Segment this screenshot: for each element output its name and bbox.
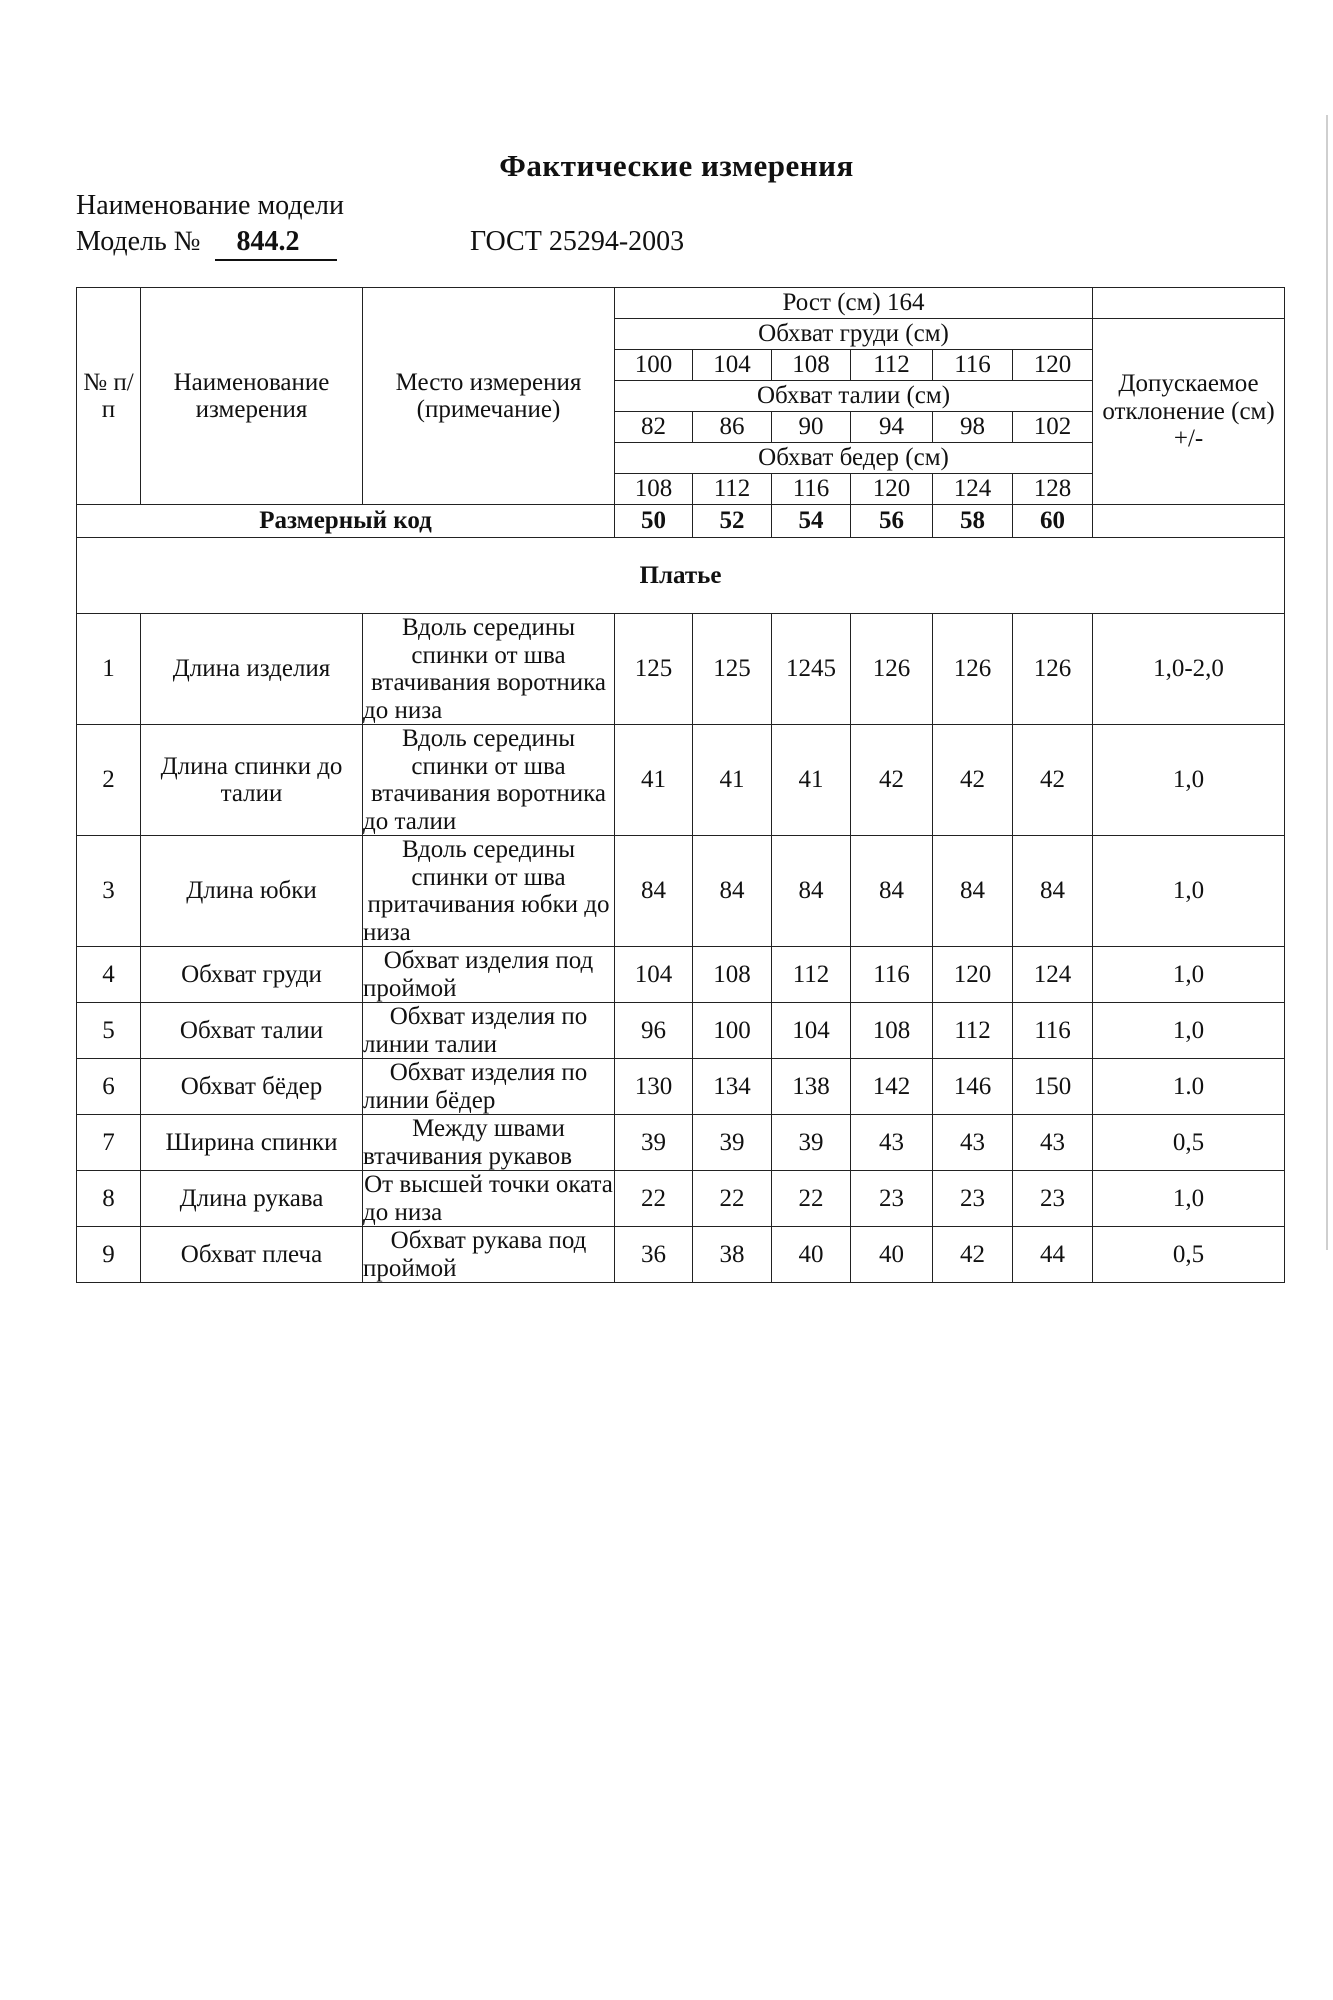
measurement-name: Длина рукава xyxy=(141,1171,363,1227)
tolerance-value: 1.0 xyxy=(1093,1059,1285,1115)
measurement-place: От высшей точки оката до низа xyxy=(363,1171,613,1226)
row-number: 4 xyxy=(77,947,141,1003)
measurement-value: 130 xyxy=(615,1059,693,1115)
measurement-value: 22 xyxy=(615,1171,693,1227)
tolerance-value: 0,5 xyxy=(1093,1115,1285,1171)
measurement-value: 41 xyxy=(772,725,851,836)
measurement-value: 42 xyxy=(1013,725,1093,836)
measurement-value: 124 xyxy=(1013,947,1093,1003)
measurement-value: 43 xyxy=(933,1115,1013,1171)
measurement-value: 42 xyxy=(933,725,1013,836)
col-no-header: № п/п xyxy=(77,288,141,505)
col-place-header: Место измерения (примечание) xyxy=(363,288,615,505)
measurement-name: Длина юбки xyxy=(141,836,363,947)
measurement-value: 22 xyxy=(772,1171,851,1227)
chest-label: Обхват груди (см) xyxy=(615,319,1093,350)
size-code: 50 xyxy=(615,505,693,538)
measurement-value: 126 xyxy=(851,614,933,725)
measurement-value: 43 xyxy=(1013,1115,1093,1171)
measurement-value: 22 xyxy=(693,1171,772,1227)
size-code: 52 xyxy=(693,505,772,538)
measurement-value: 116 xyxy=(1013,1003,1093,1059)
measurement-place: Обхват изделия по линии бёдер xyxy=(363,1059,615,1115)
row-number: 6 xyxy=(77,1059,141,1115)
gost-standard: ГОСТ 25294-2003 xyxy=(470,226,685,257)
measurement-value: 42 xyxy=(933,1227,1013,1283)
measurement-place: Обхват изделия под проймой xyxy=(363,947,615,1003)
tolerance-value: 1,0-2,0 xyxy=(1093,614,1285,725)
row-number: 7 xyxy=(77,1115,141,1171)
measurement-value: 23 xyxy=(933,1171,1013,1227)
measurement-value: 100 xyxy=(693,1003,772,1059)
measurement-value: 39 xyxy=(772,1115,851,1171)
row-number: 5 xyxy=(77,1003,141,1059)
table-row xyxy=(77,1115,1285,1171)
section-row xyxy=(77,538,1285,614)
row-number: 8 xyxy=(77,1171,141,1227)
measurement-name: Обхват плеча xyxy=(141,1227,363,1283)
height-label: Рост (см) 164 xyxy=(615,288,1093,319)
size-code: 54 xyxy=(772,505,851,538)
measurement-value: 84 xyxy=(1013,836,1093,947)
table-row xyxy=(77,1171,1285,1227)
section-title: Платье xyxy=(77,538,1285,614)
measurement-value: 41 xyxy=(615,725,693,836)
hips-value: 128 xyxy=(1013,474,1093,505)
row-number: 9 xyxy=(77,1227,141,1283)
size-code-row xyxy=(77,505,1285,538)
measurement-value: 96 xyxy=(615,1003,693,1059)
row-number: 2 xyxy=(77,725,141,836)
table-row xyxy=(77,1003,1285,1059)
waist-value: 102 xyxy=(1013,412,1093,443)
chest-value: 116 xyxy=(933,350,1013,381)
measurement-place: Вдоль середины спинки от шва втачивания воротника до низа xyxy=(363,614,615,725)
row-number: 1 xyxy=(77,614,141,725)
waist-value: 94 xyxy=(851,412,933,443)
chest-value: 100 xyxy=(615,350,693,381)
waist-value: 98 xyxy=(933,412,1013,443)
tolerance-value: 0,5 xyxy=(1093,1227,1285,1283)
measurement-name: Обхват бёдер xyxy=(141,1059,363,1115)
measurement-value: 84 xyxy=(933,836,1013,947)
measurement-place: Обхват рукава под проймой xyxy=(363,1227,615,1283)
measurement-place: Вдоль середины спинки от шва втачивания воротника до талии xyxy=(363,725,615,836)
chest-value: 112 xyxy=(851,350,933,381)
measurement-value: 112 xyxy=(772,947,851,1003)
size-code: 58 xyxy=(933,505,1013,538)
measurement-value: 126 xyxy=(933,614,1013,725)
measurement-value: 39 xyxy=(693,1115,772,1171)
measurement-value: 108 xyxy=(693,947,772,1003)
chest-value: 120 xyxy=(1013,350,1093,381)
measurement-value: 120 xyxy=(933,947,1013,1003)
measurement-name: Длина изделия xyxy=(141,614,363,725)
measurements-table xyxy=(76,287,1285,1283)
model-number-value: 844.2 xyxy=(215,226,337,261)
measurement-value: 134 xyxy=(693,1059,772,1115)
page-edge xyxy=(1326,115,1328,1250)
tolerance-header-top xyxy=(1093,288,1285,319)
model-number-line xyxy=(76,226,337,261)
waist-label: Обхват талии (см) xyxy=(615,381,1093,412)
hips-value: 116 xyxy=(772,474,851,505)
measurement-value: 40 xyxy=(851,1227,933,1283)
measurement-value: 108 xyxy=(851,1003,933,1059)
chest-value: 108 xyxy=(772,350,851,381)
measurement-value: 146 xyxy=(933,1059,1013,1115)
measurement-value: 126 xyxy=(1013,614,1093,725)
measurement-value: 23 xyxy=(851,1171,933,1227)
header-row-height xyxy=(77,288,1285,319)
hips-value: 112 xyxy=(693,474,772,505)
tolerance-value: 1,0 xyxy=(1093,725,1285,836)
table-row xyxy=(77,1059,1285,1115)
measurement-name: Обхват талии xyxy=(141,1003,363,1059)
chest-value: 104 xyxy=(693,350,772,381)
table-row xyxy=(77,836,1285,947)
measurement-value: 36 xyxy=(615,1227,693,1283)
model-number-label: Модель № xyxy=(76,226,201,257)
measurement-name: Длина спинки до талии xyxy=(141,725,363,836)
waist-value: 86 xyxy=(693,412,772,443)
measurement-value: 44 xyxy=(1013,1227,1093,1283)
measurement-value: 84 xyxy=(615,836,693,947)
measurement-place: Вдоль середины спинки от шва притачивания юбки до низа xyxy=(363,836,615,947)
table-row xyxy=(77,1227,1285,1283)
model-name-label: Наименование модели xyxy=(76,190,344,221)
measurement-value: 84 xyxy=(693,836,772,947)
measurement-name: Обхват груди xyxy=(141,947,363,1003)
measurement-value: 104 xyxy=(615,947,693,1003)
size-code: 60 xyxy=(1013,505,1093,538)
table-row xyxy=(77,947,1285,1003)
table-row xyxy=(77,614,1285,725)
measurement-value: 43 xyxy=(851,1115,933,1171)
size-code-empty xyxy=(1093,505,1285,538)
measurement-value: 1245 xyxy=(772,614,851,725)
measurement-value: 84 xyxy=(851,836,933,947)
measurement-value: 138 xyxy=(772,1059,851,1115)
table-row xyxy=(77,725,1285,836)
measurement-value: 38 xyxy=(693,1227,772,1283)
measurement-value: 41 xyxy=(693,725,772,836)
size-code: 56 xyxy=(851,505,933,538)
waist-value: 82 xyxy=(615,412,693,443)
measurement-place: Между швами втачивания рукавов xyxy=(363,1115,615,1171)
hips-value: 124 xyxy=(933,474,1013,505)
size-code-label: Размерный код xyxy=(77,505,615,538)
hips-value: 120 xyxy=(851,474,933,505)
measurement-value: 112 xyxy=(933,1003,1013,1059)
measurement-value: 150 xyxy=(1013,1059,1093,1115)
tolerance-value: 1,0 xyxy=(1093,1003,1285,1059)
measurement-value: 125 xyxy=(615,614,693,725)
measurement-value: 40 xyxy=(772,1227,851,1283)
measurement-value: 23 xyxy=(1013,1171,1093,1227)
measurement-value: 125 xyxy=(693,614,772,725)
hips-label: Обхват бедер (см) xyxy=(615,443,1093,474)
measurement-value: 84 xyxy=(772,836,851,947)
document-title: Фактические измерения xyxy=(499,148,854,183)
col-tolerance-header: Допускаемое отклонение (см) +/- xyxy=(1093,319,1285,505)
measurement-value: 39 xyxy=(615,1115,693,1171)
hips-value: 108 xyxy=(615,474,693,505)
tolerance-value: 1,0 xyxy=(1093,836,1285,947)
tolerance-value: 1,0 xyxy=(1093,947,1285,1003)
waist-value: 90 xyxy=(772,412,851,443)
tolerance-value: 1,0 xyxy=(1093,1171,1285,1227)
col-name-header: Наименование измерения xyxy=(141,288,363,505)
measurement-value: 104 xyxy=(772,1003,851,1059)
measurement-value: 142 xyxy=(851,1059,933,1115)
measurement-value: 116 xyxy=(851,947,933,1003)
row-number: 3 xyxy=(77,836,141,947)
measurement-place: Обхват изделия по линии талии xyxy=(363,1003,615,1059)
measurement-name: Ширина спинки xyxy=(141,1115,363,1171)
measurement-value: 42 xyxy=(851,725,933,836)
